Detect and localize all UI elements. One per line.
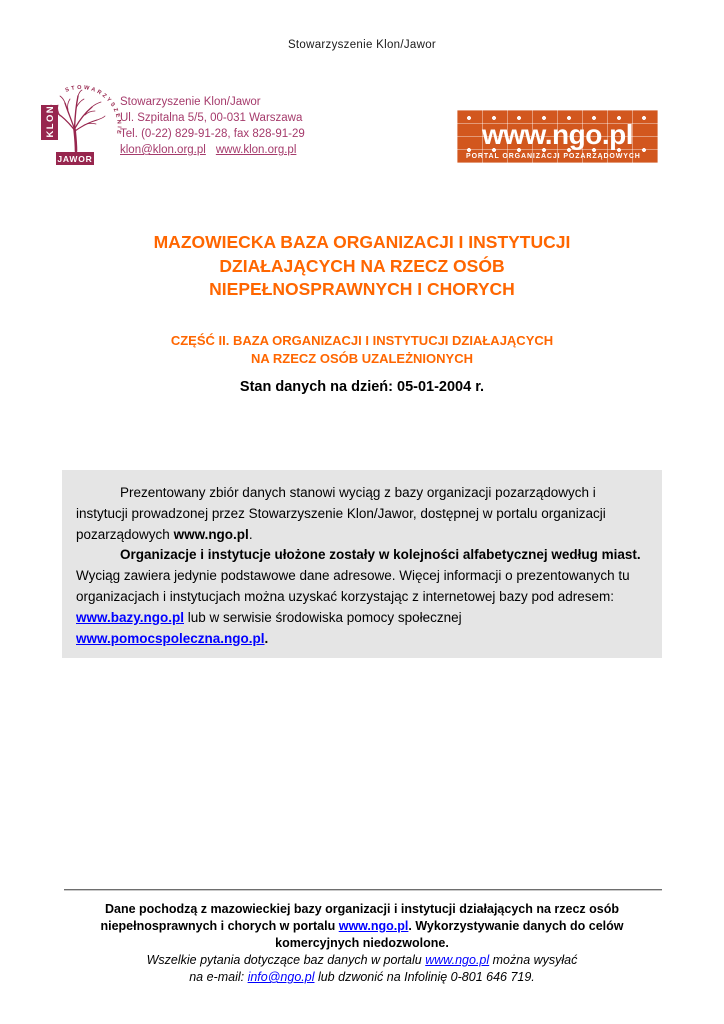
footer-note-italic-line1: [62, 952, 662, 969]
klon-box: [41, 105, 58, 140]
text-run: Dane pochodzą z mazowieckiej bazy organizacji i instytucji działających na rzecz osób niepełnosprawnych i chorych w portalu: [100, 902, 620, 933]
inline-link[interactable]: www.ngo.pl: [425, 953, 490, 967]
klon-jawor-logo-graphic: [38, 84, 122, 170]
info-paragraph-2: [76, 545, 648, 649]
text-run: . Wykorzystywanie danych do celów komercyjnych niedozwolone.: [275, 919, 624, 950]
page-title-line3: NIEPEŁNOSPRAWNYCH I CHORYCH: [209, 279, 515, 299]
contact-block: [120, 94, 305, 158]
jawor-box: [56, 152, 94, 165]
inline-link[interactable]: www.ngo.pl: [338, 919, 409, 933]
contact-email-link[interactable]: klon@klon.org.pl: [120, 144, 206, 156]
inline-link[interactable]: www.bazy.ngo.pl: [76, 609, 184, 625]
contact-address: Ul. Szpitalna 5/5, 00-031 Warszawa: [120, 112, 303, 124]
contact-links: [120, 142, 305, 158]
klon-jawor-logo: [38, 84, 122, 170]
text-run: można wysyłać: [489, 953, 578, 967]
page-title-line1: MAZOWIECKA BAZA ORGANIZACJI I INSTYTUCJI: [153, 232, 571, 252]
page-title: [0, 231, 724, 302]
logo-arc-text: STOWARZYSZENIE: [64, 84, 122, 137]
jawor-box-label: JAWOR: [57, 154, 93, 164]
contact-website-link[interactable]: www.klon.org.pl: [215, 144, 297, 156]
page-subtitle-line1: CZĘŚĆ II. BAZA ORGANIZACJI I INSTYTUCJI DZIAŁAJĄCYCH: [170, 333, 554, 348]
text-run: na e-mail:: [189, 970, 248, 984]
page-subtitle-line2: NA RZECZ OSÓB UZALEŻNIONYCH: [251, 351, 473, 366]
ngo-logo-tagline: PORTAL ORGANIZACJI POZARZĄDOWYCH: [466, 153, 641, 160]
tree-icon: [51, 90, 105, 151]
inline-link[interactable]: www.pomocspoleczna.ngo.pl: [76, 630, 265, 646]
text-run: Prezentowany zbiór danych stanowi wyciąg z bazy organizacji pozarządowych i instytucji prowadzonej przez Stowarzyszenie Klon/Jawor, dostępnej w portalu organizacji pozarządowych: [76, 485, 606, 542]
text-run: Wszelkie pytania dotyczące baz danych w portalu: [146, 953, 426, 967]
text-run: www.ngo.pl: [173, 526, 249, 542]
inline-link[interactable]: info@ngo.pl: [247, 970, 315, 984]
ngo-logo: [457, 110, 658, 163]
page-title-line2: DZIAŁAJĄCYCH NA RZECZ OSÓB: [219, 255, 505, 276]
text-run: Organizacje i instytucje ułożone zostały w kolejności alfabetycznej według miast.: [120, 547, 641, 563]
running-header: Stowarzyszenie Klon/Jawor: [287, 39, 437, 51]
ngo-logo-title: www.ngo.pl: [481, 119, 634, 150]
footer-note-italic: [62, 952, 662, 986]
text-run: .: [248, 526, 253, 542]
footer-divider: [64, 889, 662, 891]
info-paragraph-1: [76, 483, 648, 545]
klon-box-label: KLON: [45, 104, 56, 138]
text-run: lub w serwisie środowiska pomocy społecznej: [184, 609, 462, 625]
text-run: .: [264, 630, 269, 646]
contact-name: Stowarzyszenie Klon/Jawor: [120, 96, 261, 108]
info-box: [62, 470, 662, 658]
text-run: lub dzwonić na Infolinię 0-801 646 719.: [314, 970, 535, 984]
text-run: Wyciąg zawiera jedynie podstawowe dane adresowe. Więcej informacji o prezentowanych tu organizacjach i instytucjach można uzyskać korzystając z internetowej bazy pod adresem:: [76, 568, 630, 604]
footer-note-bold: [62, 901, 662, 952]
footer-note-italic-line2: [62, 969, 662, 986]
contact-phone: Tel. (0-22) 829-91-28, fax 828-91-29: [120, 128, 305, 140]
page-subtitle: [0, 332, 724, 368]
data-status-line: Stan danych na dzień: 05-01-2004 r.: [239, 379, 485, 395]
